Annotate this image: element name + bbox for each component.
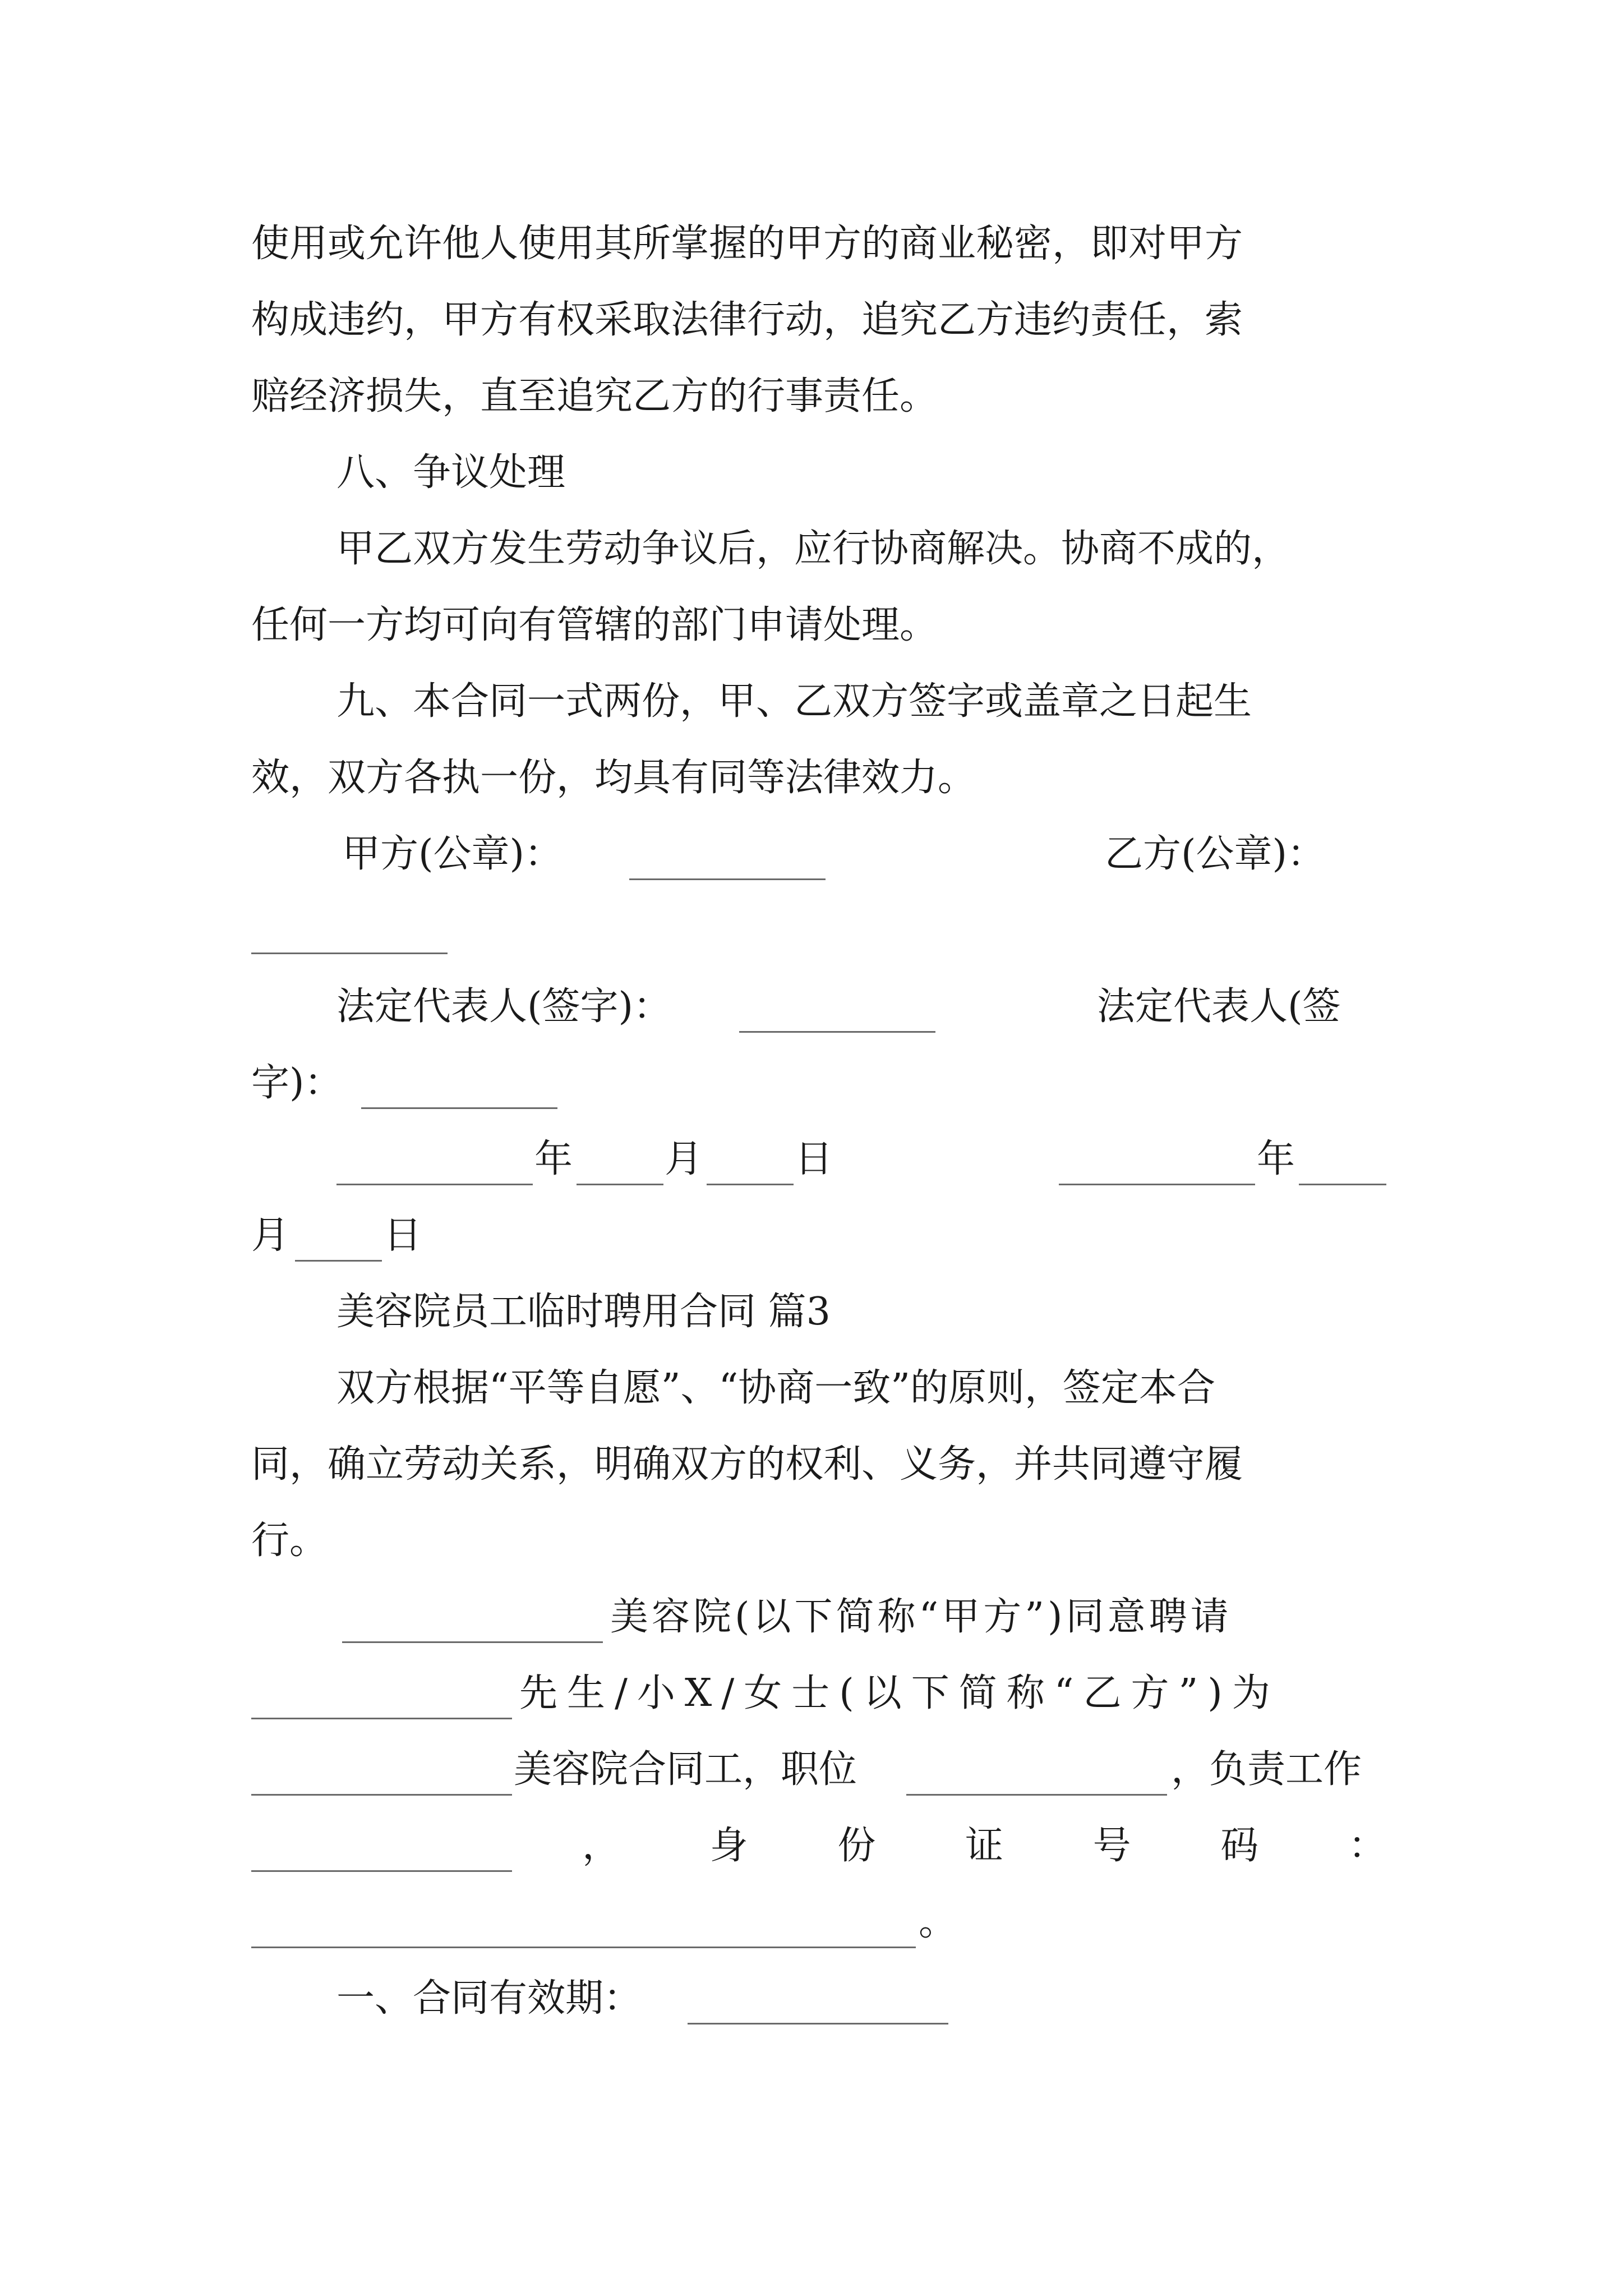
id-char-6: 码 bbox=[1220, 1824, 1259, 1868]
party-b-seal-blank-row bbox=[251, 900, 1386, 961]
clause-7-line-3: 赔经济损失，直至追究乙方的行事责任。 bbox=[251, 374, 938, 418]
hire-line-2 bbox=[251, 1663, 1386, 1724]
hire-line-3 bbox=[251, 1739, 1386, 1801]
section-9-line-2: 效，双方各执一份，均具有同等法律效力。 bbox=[251, 756, 976, 800]
id-number-blank[interactable] bbox=[251, 1914, 916, 1948]
date-a-day-blank[interactable] bbox=[707, 1151, 794, 1185]
document-page bbox=[251, 0, 1386, 2296]
clause-7-line-2: 构成违约，甲方有权采取法律行动，追究乙方违约责任，索 bbox=[251, 298, 1243, 342]
date-b-day-label: 日 bbox=[384, 1213, 422, 1258]
id-blank-line bbox=[251, 1892, 1386, 1953]
representative-row-2 bbox=[251, 1052, 1386, 1114]
id-line bbox=[251, 1815, 1386, 1877]
date-row-2 bbox=[251, 1205, 1386, 1267]
term-heading: 一、合同有效期： bbox=[336, 1976, 642, 2021]
id-char-7: ： bbox=[1348, 1824, 1386, 1868]
contract-3-intro-line-2: 同，确立劳动关系，明确双方的权利、义务，并共同遵守履 bbox=[251, 1442, 1243, 1487]
rep-b-label-cont: 字)： bbox=[251, 1061, 343, 1105]
salon-name-blank-2[interactable] bbox=[251, 1761, 512, 1796]
date-b-month-blank[interactable] bbox=[1299, 1151, 1386, 1185]
representative-row bbox=[251, 976, 1386, 1038]
section-8-line-1: 甲乙双方发生劳动争议后，应行协商解决。协商不成的， bbox=[336, 527, 1290, 571]
id-period: 。 bbox=[919, 1900, 957, 1944]
hire-text-a: 美容院(以下简称“甲方”)同意聘请 bbox=[610, 1595, 1232, 1639]
date-a-month-blank[interactable] bbox=[577, 1151, 663, 1185]
party-b-seal-blank[interactable] bbox=[251, 920, 448, 954]
id-char-4: 证 bbox=[965, 1824, 1003, 1868]
contract-3-title: 美容院员工临时聘用合同 篇3 bbox=[336, 1290, 831, 1334]
id-char-1: ， bbox=[582, 1824, 621, 1868]
hire-line-1 bbox=[251, 1586, 1386, 1648]
section-8-heading: 八、争议处理 bbox=[336, 450, 566, 495]
term-line bbox=[251, 1968, 1386, 2030]
date-a-month-label: 月 bbox=[665, 1137, 703, 1181]
section-8-line-2: 任何一方均可向有管辖的部门申请处理。 bbox=[251, 603, 938, 647]
date-row bbox=[251, 1129, 1386, 1190]
date-a-year-label: 年 bbox=[534, 1137, 573, 1181]
party-b-seal-label: 乙方(公章)： bbox=[1105, 832, 1326, 876]
rep-b-blank[interactable] bbox=[361, 1075, 557, 1109]
job-duty-blank[interactable] bbox=[251, 1838, 512, 1872]
seal-row bbox=[251, 823, 1386, 885]
id-char-3: 份 bbox=[837, 1824, 876, 1868]
date-a-day-label: 日 bbox=[795, 1137, 833, 1181]
id-char-5: 号 bbox=[1092, 1824, 1131, 1868]
section-9-line-1: 九、本合同一式两份，甲、乙双方签字或盖章之日起生 bbox=[336, 679, 1252, 724]
employee-name-blank[interactable] bbox=[251, 1685, 512, 1719]
rep-a-blank[interactable] bbox=[739, 999, 935, 1033]
date-b-month-label: 月 bbox=[251, 1213, 290, 1258]
hire-line-1-text bbox=[610, 1586, 1386, 1648]
term-blank[interactable] bbox=[688, 1990, 948, 2024]
id-number-label bbox=[582, 1815, 1386, 1877]
date-b-day-blank[interactable] bbox=[295, 1227, 382, 1262]
position-blank[interactable] bbox=[906, 1761, 1167, 1796]
date-b-year-blank[interactable] bbox=[1059, 1151, 1255, 1185]
party-a-seal-blank[interactable] bbox=[629, 846, 826, 880]
id-char-2: 身 bbox=[709, 1824, 748, 1868]
rep-b-label: 法定代表人(签 bbox=[1097, 984, 1341, 1029]
contract-3-intro-line-3: 行。 bbox=[251, 1519, 328, 1563]
date-a-year-blank[interactable] bbox=[336, 1151, 533, 1185]
hire-text-c1: 美容院合同工，职位 bbox=[514, 1747, 857, 1792]
salon-name-blank[interactable] bbox=[342, 1609, 603, 1643]
contract-3-intro-line-1: 双方根据“平等自愿”、“协商一致”的原则，签定本合 bbox=[336, 1366, 1216, 1410]
rep-a-label: 法定代表人(签字)： bbox=[336, 984, 672, 1029]
hire-text-c2: ，负责工作 bbox=[1171, 1747, 1362, 1792]
hire-text-b: 先生/小X/女士(以下简称“乙方”)为 bbox=[519, 1671, 1280, 1715]
date-b-year-label: 年 bbox=[1257, 1137, 1295, 1181]
party-a-seal-label: 甲方(公章)： bbox=[342, 832, 563, 876]
clause-7-line-1: 使用或允许他人使用其所掌握的甲方的商业秘密，即对甲方 bbox=[251, 222, 1243, 266]
